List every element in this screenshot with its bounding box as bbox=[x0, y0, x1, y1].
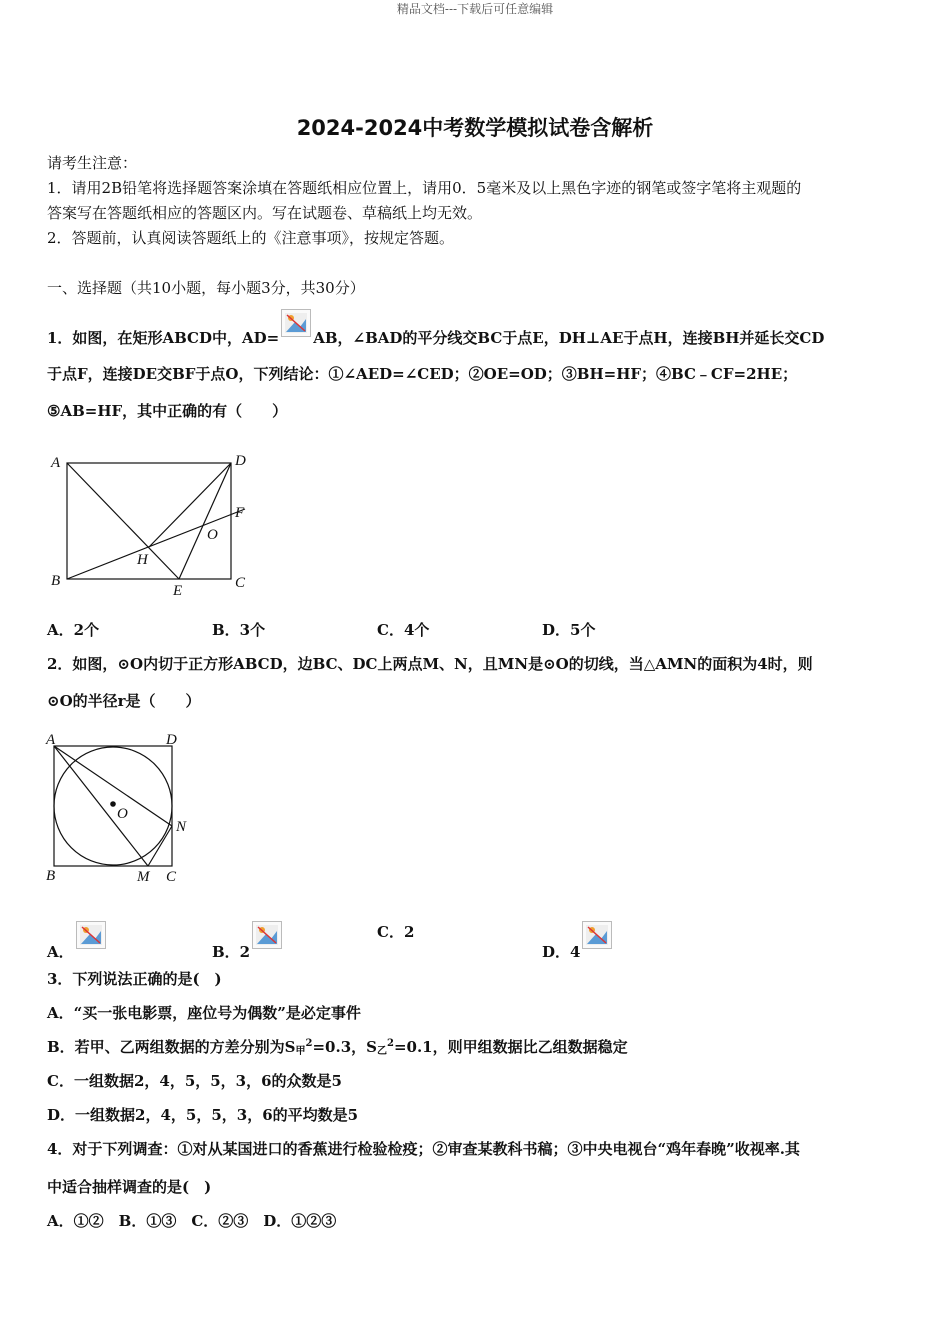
label-b: B bbox=[51, 573, 61, 589]
segment-ae bbox=[67, 463, 179, 579]
q3-option-b-part-3: =0.1，则甲组数据比乙组数据稳定 bbox=[393, 1038, 628, 1056]
section-heading: 一、选择题（共10小题，每小题3分，共30分） bbox=[47, 279, 365, 297]
q3-option-d: D．一组数据2，4，5，5，3，6的平均数是5 bbox=[47, 1106, 359, 1124]
q3-option-a: A．“买一张电影票，座位号为偶数”是必定事件 bbox=[47, 1004, 361, 1022]
q1-rectangle-figure bbox=[45, 445, 255, 600]
label-a: A bbox=[51, 455, 61, 471]
superscript-2: 2 bbox=[305, 1038, 313, 1049]
notice-1-line-2: 答案写在答题纸相应的答题区内。写在试题卷、草稿纸上均无效。 bbox=[47, 204, 483, 222]
q3-option-b-part-2: =0.3，S bbox=[312, 1038, 377, 1056]
q2-circle-square-figure bbox=[42, 728, 202, 888]
notice-1-line-1: 1．请用2B铅笔将选择题答案涂填在答题纸相应位置上，请用0．5毫米及以上黑色字迹的钢笔或签字笔将主观题的 bbox=[47, 179, 802, 197]
q3-option-b bbox=[47, 1036, 628, 1057]
superscript-2: 2 bbox=[386, 1038, 394, 1049]
label-d: D bbox=[235, 453, 246, 469]
q2-option-a-label: A． bbox=[47, 943, 74, 961]
label-n: N bbox=[176, 819, 187, 835]
segment-an bbox=[54, 746, 172, 826]
rect-abcd bbox=[67, 463, 231, 579]
center-o-dot bbox=[110, 801, 116, 807]
label-e: E bbox=[173, 583, 183, 599]
q4-line-1: 4．对于下列调查：①对从某国进口的香蕉进行检验检疫；②审查某教科书稿；③中央电视台“鸡年春晚”收视率.其 bbox=[47, 1140, 800, 1158]
q1-option-a: A．2个 bbox=[47, 621, 100, 639]
segment-bf bbox=[67, 509, 245, 579]
label-c: C bbox=[235, 575, 246, 591]
q2-option-d bbox=[542, 921, 614, 962]
page-title: 2024-2024中考数学模拟试卷含解析 bbox=[296, 116, 654, 140]
broken-image-icon bbox=[252, 921, 282, 949]
q4-options: A．①② B．①③ C．②③ D．①②③ bbox=[47, 1212, 337, 1230]
q2-option-b-label: B．2 bbox=[212, 943, 251, 961]
q3-stem: 3．下列说法正确的是( ) bbox=[47, 970, 222, 988]
label-d: D bbox=[166, 732, 177, 748]
broken-image-icon bbox=[281, 309, 311, 337]
subscript-jia: 甲 bbox=[295, 1046, 306, 1057]
q2-line-1: 2．如图，⊙O内切于正方形ABCD，边BC、DC上两点M、N，且MN是⊙O的切线，当△AMN的面积为4时，则 bbox=[47, 655, 813, 673]
q2-line-2: ⊙O的半径r是（ ） bbox=[47, 692, 201, 710]
notice-2: 2．答题前，认真阅读答题纸上的《注意事项》，按规定答题。 bbox=[47, 229, 455, 247]
notice-heading: 请考生注意： bbox=[47, 154, 138, 172]
q2-option-c: C．2 bbox=[377, 923, 415, 941]
q1-option-c: C．4个 bbox=[377, 621, 430, 639]
segment-dh bbox=[149, 463, 231, 547]
label-c: C bbox=[166, 869, 177, 885]
q3-option-b-part-1: B．若甲、乙两组数据的方差分别为S bbox=[47, 1038, 296, 1056]
q2-option-b bbox=[212, 921, 284, 962]
label-o: O bbox=[207, 527, 218, 543]
q1-option-b: B．3个 bbox=[212, 621, 266, 639]
q1-text-b: AB，∠BAD的平分线交BC于点E，DH⊥AE于点H，连接BH并延长交CD bbox=[313, 329, 825, 347]
label-a: A bbox=[46, 732, 56, 748]
label-b: B bbox=[46, 868, 56, 884]
label-o: O bbox=[117, 806, 128, 822]
q3-option-c: C．一组数据2，4，5，5，3，6的众数是5 bbox=[47, 1072, 342, 1090]
segment-mn bbox=[148, 826, 172, 866]
label-f: F bbox=[235, 505, 245, 521]
q1-text-a: 1．如图，在矩形ABCD中，AD= bbox=[47, 329, 280, 347]
q1-line-2: 于点F，连接DE交BF于点O，下列结论：①∠AED=∠CED；②OE=OD；③BH=HF；④BC﹣CF=2HE； bbox=[47, 365, 798, 383]
broken-image-icon bbox=[582, 921, 612, 949]
q2-option-a bbox=[47, 921, 108, 962]
label-m: M bbox=[137, 869, 150, 885]
page-header-watermark: 精品文档---下载后可任意编辑 bbox=[396, 2, 554, 16]
label-h: H bbox=[137, 552, 148, 568]
q2-option-d-label: D．4 bbox=[542, 943, 581, 961]
q1-option-d: D．5个 bbox=[542, 621, 596, 639]
broken-image-icon bbox=[76, 921, 106, 949]
segment-am bbox=[54, 746, 148, 866]
q1-line-1 bbox=[47, 309, 824, 348]
segment-de bbox=[179, 463, 231, 579]
q1-line-3: ⑤AB=HF，其中正确的有（ ） bbox=[47, 402, 288, 420]
subscript-yi: 乙 bbox=[376, 1046, 387, 1057]
q4-line-2: 中适合抽样调查的是( ) bbox=[47, 1178, 212, 1196]
